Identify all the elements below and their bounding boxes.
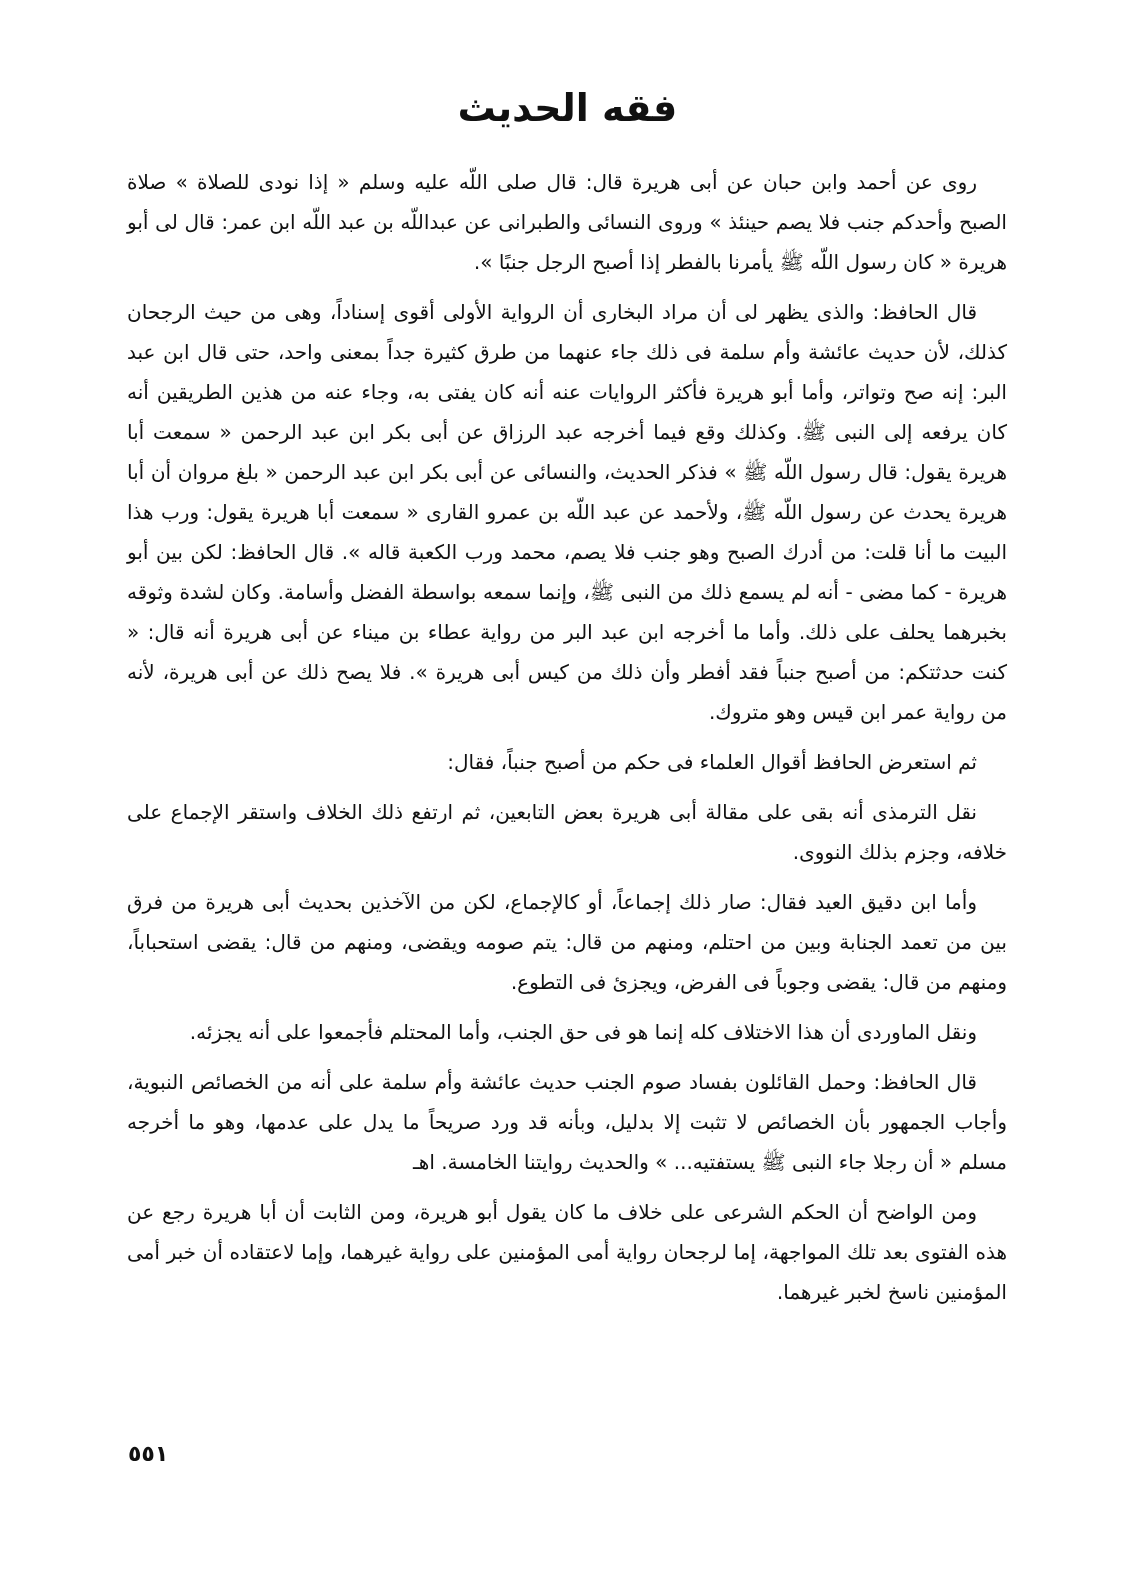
page-title: فقه الحديث: [457, 86, 678, 130]
paragraph-4: نقل الترمذى أنه بقى على مقالة أبى هريرة بعض التابعين، ثم ارتفع ذلك الخلاف واستقر الإجماع على خلافه، وجزم بذلك النووى.: [127, 800, 1007, 864]
paragraph-1: روى عن أحمد وابن حبان عن أبى هريرة قال: قال صلى اللّه عليه وسلم « إذا نودى للصلاة » صلاة الصبح وأحدكم جنب فلا يصم حينئذ » وروى النسائى والطبرانى عن عبداللّه بن عبد اللّه ابن عمر: قال لى أبو هريرة « كان رسول اللّه ﷺ يأمرنا بالفطر إذا أصبح الرجل جنبًا ».: [127, 170, 1007, 274]
document-body: [127, 162, 1007, 1322]
paragraph-2: قال الحافظ: والذى يظهر لى أن مراد البخارى أن الرواية الأولى أقوى إسناداً، وهى من حيث الرجحان كذلك، لأن حديث عائشة وأم سلمة فى ذلك جاء عنهما من طرق كثيرة جداً بمعنى واحد، حتى قال ابن عبد البر: إنه صح وتواتر، وأما أبو هريرة فأكثر الروايات عنه أنه كان يفتى به، وجاء عنه من هذين الطريقين أنه كان يرفعه إلى النبى ﷺ. وكذلك وقع فيما أخرجه عبد الرزاق عن أبى بكر ابن عبد الرحمن « سمعت أبا هريرة يقول: قال رسول اللّه ﷺ » فذكر الحديث، والنسائى عن أبى بكر ابن عبد الرحمن « بلغ مروان أن أبا هريرة يحدث عن رسول اللّه ﷺ، ولأحمد عن عبد اللّه بن عمرو القارى « سمعت أبا هريرة يقول: ورب هذا البيت ما أنا قلت: من أدرك الصبح وهو جنب فلا يصم، محمد ورب الكعبة قاله ». قال الحافظ: لكن بين أبو هريرة - كما مضى - أنه لم يسمع ذلك من النبى ﷺ، وإنما سمعه بواسطة الفضل وأسامة. وكان لشدة وثوقه بخبرهما يحلف على ذلك. وأما ما أخرجه ابن عبد البر من رواية عطاء بن ميناء عن أبى هريرة أنه قال: « كنت حدثتكم: من أصبح جنباً فقد أفطر وأن ذلك من كيس أبى هريرة ». فلا يصح ذلك عن أبى هريرة، لأنه من رواية عمر ابن قيس وهو متروك.: [127, 300, 1007, 724]
paragraph-8: ومن الواضح أن الحكم الشرعى على خلاف ما كان يقول أبو هريرة، ومن الثابت أن أبا هريرة رجع عن هذه الفتوى بعد تلك المواجهة، إما لرجحان رواية أمى المؤمنين على رواية غيرهما، وإما لاعتقاده أن خبر أمى المؤمنين ناسخ لخبر غيرهما.: [127, 1200, 1007, 1304]
page-number: ٥٥١: [128, 1442, 169, 1467]
paragraph-3: ثم استعرض الحافظ أقوال العلماء فى حكم من أصبح جنباً، فقال:: [447, 750, 977, 774]
paragraph-5: وأما ابن دقيق العيد فقال: صار ذلك إجماعاً، أو كالإجماع، لكن من الآخذين بحديث أبى هريرة من فرق بين من تعمد الجنابة وبين من احتلم، ومنهم من قال: يتم صومه ويقضى، ومنهم من قال: يقضى استحباباً، ومنهم من قال: يقضى وجوباً فى الفرض، ويجزئ فى التطوع.: [127, 890, 1007, 994]
paragraph-7: قال الحافظ: وحمل القائلون بفساد صوم الجنب حديث عائشة وأم سلمة على أنه من الخصائص النبوية، وأجاب الجمهور بأن الخصائص لا تثبت إلا بدليل، وبأنه قد ورد صريحاً ما يدل على عدمها، وهو ما أخرجه مسلم « أن رجلا جاء النبى ﷺ يستفتيه... » والحديث روايتنا الخامسة. اهـ: [127, 1070, 1007, 1174]
paragraph-6: ونقل الماوردى أن هذا الاختلاف كله إنما هو فى حق الجنب، وأما المحتلم فأجمعوا على أنه يجزئه.: [189, 1020, 977, 1044]
